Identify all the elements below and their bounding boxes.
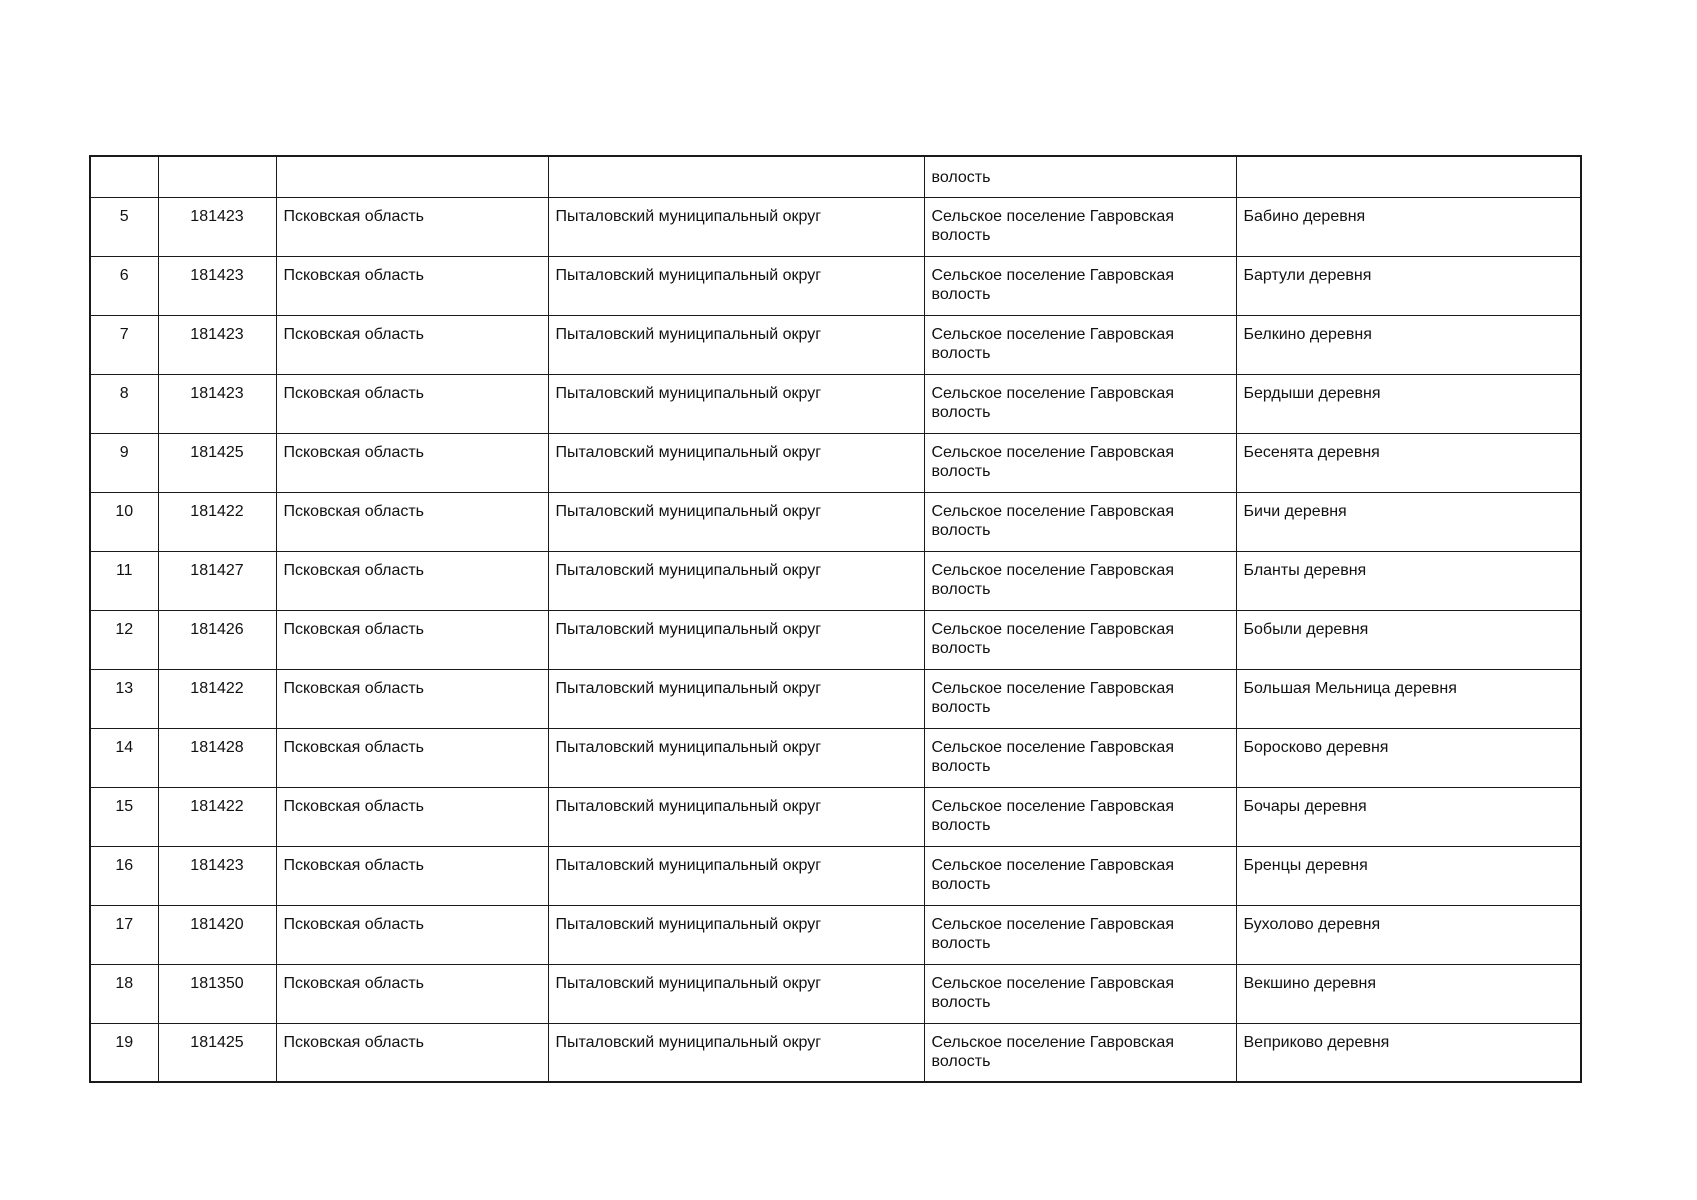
postal-code-cell: 181428 [158, 728, 276, 787]
postal-code-cell: 181426 [158, 610, 276, 669]
postal-code-cell: 181423 [158, 315, 276, 374]
settlement-cell: Сельское поселение Гавровская волость [924, 551, 1236, 610]
district-cell [548, 156, 924, 197]
region-cell: Псковская область [276, 315, 548, 374]
district-cell: Пыталовский муниципальный округ [548, 374, 924, 433]
locality-cell: Бабино деревня [1236, 197, 1581, 256]
region-cell: Псковская область [276, 492, 548, 551]
district-cell: Пыталовский муниципальный округ [548, 610, 924, 669]
locality-cell: Бренцы деревня [1236, 846, 1581, 905]
settlement-cell: Сельское поселение Гавровская волость [924, 197, 1236, 256]
settlements-table [89, 155, 1582, 1083]
postal-code-cell: 181422 [158, 787, 276, 846]
region-cell: Псковская область [276, 787, 548, 846]
settlement-cell: Сельское поселение Гавровская волость [924, 610, 1236, 669]
district-cell: Пыталовский муниципальный округ [548, 433, 924, 492]
settlement-cell: Сельское поселение Гавровская волость [924, 433, 1236, 492]
district-cell: Пыталовский муниципальный округ [548, 315, 924, 374]
table-row [90, 669, 1581, 728]
region-cell: Псковская область [276, 551, 548, 610]
district-cell: Пыталовский муниципальный округ [548, 728, 924, 787]
settlement-cell: волость [924, 156, 1236, 197]
row-number-cell: 18 [90, 964, 158, 1023]
locality-cell: Бочары деревня [1236, 787, 1581, 846]
settlement-cell: Сельское поселение Гавровская волость [924, 256, 1236, 315]
region-cell: Псковская область [276, 905, 548, 964]
row-number-cell: 12 [90, 610, 158, 669]
row-number-cell [90, 156, 158, 197]
settlement-cell: Сельское поселение Гавровская волость [924, 787, 1236, 846]
locality-cell: Бланты деревня [1236, 551, 1581, 610]
region-cell: Псковская область [276, 669, 548, 728]
row-number-cell: 15 [90, 787, 158, 846]
postal-code-cell [158, 156, 276, 197]
locality-cell: Бухолово деревня [1236, 905, 1581, 964]
postal-code-cell: 181423 [158, 846, 276, 905]
table-row [90, 728, 1581, 787]
locality-cell: Белкино деревня [1236, 315, 1581, 374]
region-cell [276, 156, 548, 197]
region-cell: Псковская область [276, 1023, 548, 1082]
row-number-cell: 5 [90, 197, 158, 256]
row-number-cell: 16 [90, 846, 158, 905]
settlement-cell: Сельское поселение Гавровская волость [924, 728, 1236, 787]
settlement-cell: Сельское поселение Гавровская волость [924, 315, 1236, 374]
settlement-cell: Сельское поселение Гавровская волость [924, 492, 1236, 551]
postal-code-cell: 181420 [158, 905, 276, 964]
row-number-cell: 14 [90, 728, 158, 787]
postal-code-cell: 181350 [158, 964, 276, 1023]
table-row [90, 197, 1581, 256]
table-row [90, 610, 1581, 669]
row-number-cell: 8 [90, 374, 158, 433]
locality-cell: Бердыши деревня [1236, 374, 1581, 433]
locality-cell: Большая Мельница деревня [1236, 669, 1581, 728]
locality-cell: Боросково деревня [1236, 728, 1581, 787]
locality-cell [1236, 156, 1581, 197]
region-cell: Псковская область [276, 964, 548, 1023]
row-number-cell: 10 [90, 492, 158, 551]
postal-code-cell: 181427 [158, 551, 276, 610]
district-cell: Пыталовский муниципальный округ [548, 256, 924, 315]
locality-cell: Векшино деревня [1236, 964, 1581, 1023]
postal-code-cell: 181423 [158, 374, 276, 433]
region-cell: Псковская область [276, 728, 548, 787]
settlement-cell: Сельское поселение Гавровская волость [924, 846, 1236, 905]
region-cell: Псковская область [276, 610, 548, 669]
row-number-cell: 13 [90, 669, 158, 728]
row-number-cell: 19 [90, 1023, 158, 1082]
region-cell: Псковская область [276, 846, 548, 905]
postal-code-cell: 181425 [158, 433, 276, 492]
settlement-cell: Сельское поселение Гавровская волость [924, 1023, 1236, 1082]
table-row [90, 315, 1581, 374]
postal-code-cell: 181423 [158, 197, 276, 256]
table-row [90, 1023, 1581, 1082]
table-row [90, 787, 1581, 846]
district-cell: Пыталовский муниципальный округ [548, 669, 924, 728]
district-cell: Пыталовский муниципальный округ [548, 197, 924, 256]
table-row [90, 551, 1581, 610]
postal-code-cell: 181422 [158, 669, 276, 728]
postal-code-cell: 181422 [158, 492, 276, 551]
table-row [90, 256, 1581, 315]
table-row [90, 492, 1581, 551]
locality-cell: Веприково деревня [1236, 1023, 1581, 1082]
district-cell: Пыталовский муниципальный округ [548, 492, 924, 551]
settlement-cell: Сельское поселение Гавровская волость [924, 669, 1236, 728]
district-cell: Пыталовский муниципальный округ [548, 964, 924, 1023]
district-cell: Пыталовский муниципальный округ [548, 905, 924, 964]
locality-cell: Бобыли деревня [1236, 610, 1581, 669]
region-cell: Псковская область [276, 374, 548, 433]
region-cell: Псковская область [276, 433, 548, 492]
region-cell: Псковская область [276, 256, 548, 315]
table-row [90, 964, 1581, 1023]
locality-cell: Бичи деревня [1236, 492, 1581, 551]
region-cell: Псковская область [276, 197, 548, 256]
row-number-cell: 7 [90, 315, 158, 374]
settlement-cell: Сельское поселение Гавровская волость [924, 964, 1236, 1023]
row-number-cell: 11 [90, 551, 158, 610]
settlement-cell: Сельское поселение Гавровская волость [924, 905, 1236, 964]
table-row [90, 374, 1581, 433]
district-cell: Пыталовский муниципальный округ [548, 846, 924, 905]
postal-code-cell: 181423 [158, 256, 276, 315]
postal-code-cell: 181425 [158, 1023, 276, 1082]
district-cell: Пыталовский муниципальный округ [548, 1023, 924, 1082]
district-cell: Пыталовский муниципальный округ [548, 551, 924, 610]
settlement-cell: Сельское поселение Гавровская волость [924, 374, 1236, 433]
table-row [90, 846, 1581, 905]
locality-cell: Бартули деревня [1236, 256, 1581, 315]
table-body [90, 156, 1581, 1082]
row-number-cell: 9 [90, 433, 158, 492]
table-row [90, 433, 1581, 492]
row-number-cell: 17 [90, 905, 158, 964]
table-row [90, 905, 1581, 964]
locality-cell: Бесенята деревня [1236, 433, 1581, 492]
table-row-continuation [90, 156, 1581, 197]
row-number-cell: 6 [90, 256, 158, 315]
district-cell: Пыталовский муниципальный округ [548, 787, 924, 846]
